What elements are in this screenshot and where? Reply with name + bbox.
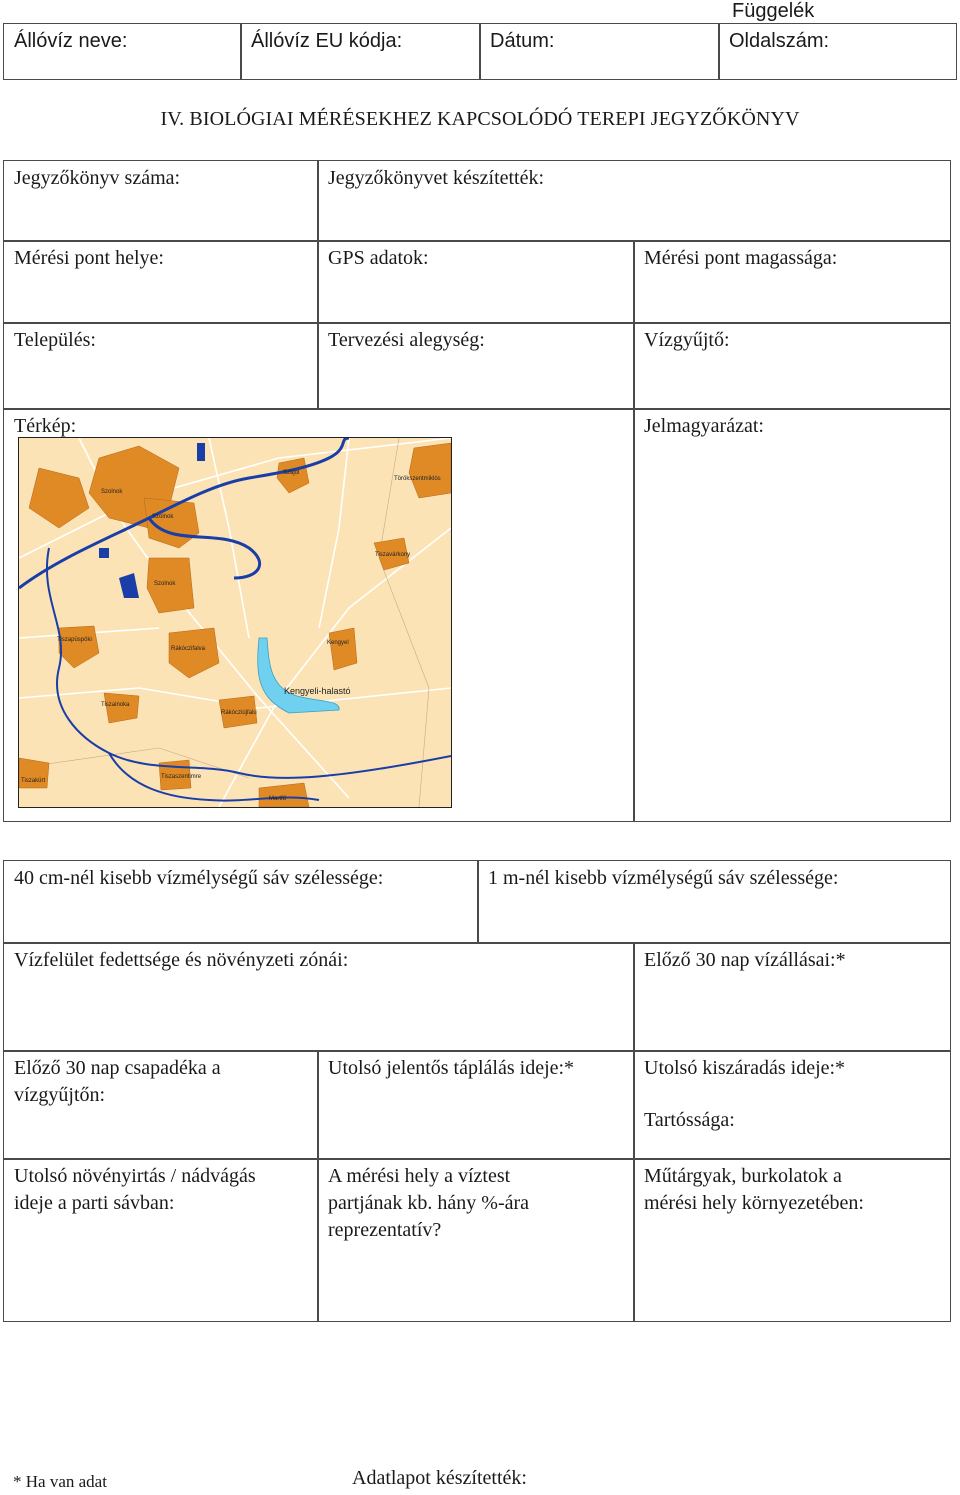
representativeness-label-line1: A mérési hely a víztest [328,1165,511,1187]
eu-code-field[interactable] [240,23,481,80]
place-szolnok-2: Szolnok [152,514,174,520]
place-tiszavarkony: Tiszavárkony [375,552,411,558]
place-szolnok-3: Szolnok [154,581,176,587]
appendix-label: Függelék [732,0,815,22]
settlement-field[interactable] [3,322,319,410]
last-supply-field[interactable] [317,1050,635,1160]
gps-label: GPS adatok: [328,247,429,269]
last-drying-field[interactable] [633,1050,951,1160]
place-kengyel: Kengyel [327,640,349,646]
legend-field[interactable] [633,408,951,822]
map-label: Térkép: [14,415,77,437]
place-rakoczifalva: Rákóczifalva [171,646,206,652]
planning-unit-field[interactable] [317,322,635,410]
sheet-prepared-by-label: Adatlapot készítették: [352,1467,527,1489]
footnote-if-data: * Ha van adat [13,1472,107,1491]
place-martfu: Martfű [269,796,287,802]
site-altitude-field[interactable] [633,240,951,324]
mowing-field[interactable] [3,1158,319,1322]
water-name-field[interactable] [3,23,242,80]
structures-label-line2: mérési hely környezetében: [644,1192,864,1214]
representativeness-field[interactable] [317,1158,635,1322]
place-szolnok-1: Szolnok [101,489,123,495]
date-label: Dátum: [490,30,555,52]
eu-code-label: Állóvíz EU kódja: [251,30,403,52]
legend-label: Jelmagyarázat: [644,415,764,437]
prepared-by-field[interactable] [317,160,951,242]
page-number-field[interactable] [718,23,957,80]
precipitation-field[interactable] [3,1050,319,1160]
date-field[interactable] [479,23,720,80]
mowing-label-line1: Utolsó növényirtás / nádvágás [14,1165,256,1187]
site-altitude-label: Mérési pont magassága: [644,247,838,269]
place-kengyeli-halasto: Kengyeli-halastó [284,686,351,696]
place-rakocziujfalu: Rákócziújfalu [221,710,257,716]
coverage-zones-label: Vízfelület fedettsége és növényzeti zónái: [14,949,349,971]
structures-label-line1: Műtárgyak, burkolatok a [644,1165,842,1187]
water-levels-field[interactable] [633,942,951,1052]
place-torokszentmiklos: Törökszentmiklós [394,476,441,482]
map-graphic [19,438,451,807]
band-1m-field[interactable] [477,860,951,944]
site-map [18,437,452,808]
place-tiszaszentimre: Tiszaszentimre [161,774,202,780]
water-name-label: Állóvíz neve: [14,30,128,52]
settlement-tiszainoka [104,693,139,723]
gps-field[interactable] [317,240,635,324]
mowing-label-line2: ideje a parti sávban: [14,1192,175,1214]
representativeness-label-line3: reprezentatív? [328,1219,442,1241]
planning-unit-label: Tervezési alegység: [328,329,485,351]
page-number-label: Oldalszám: [729,30,830,52]
place-tiszainoka: Tiszainoka [101,702,130,708]
precipitation-label-line2: vízgyűjtőn: [14,1084,106,1106]
structures-field[interactable] [633,1158,951,1322]
site-location-field[interactable] [3,240,319,324]
settlement-label: Település: [14,329,96,351]
record-number-label: Jegyzőkönyv száma: [14,167,181,189]
band-40cm-field[interactable] [3,860,479,944]
record-number-field[interactable] [3,160,319,242]
coverage-zones-field[interactable] [3,942,635,1052]
site-location-label: Mérési pont helye: [14,247,164,269]
representativeness-label-line2: partjának kb. hány %-ára [328,1192,530,1214]
duration-label: Tartóssága: [644,1109,735,1131]
place-tiszakurt: Tiszakürt [21,778,46,784]
catchment-field[interactable] [633,322,951,410]
last-drying-label: Utolsó kiszáradás ideje:* [644,1057,846,1079]
place-tiszapuspoki: Tiszapüspöki [57,637,92,643]
water-levels-label: Előző 30 nap vízállásai:* [644,949,846,971]
settlement-kengyel [329,628,357,670]
precipitation-label-line1: Előző 30 nap csapadéka a [14,1057,221,1079]
form-title: IV. BIOLÓGIAI MÉRÉSEKHEZ KAPCSOLÓDÓ TEREPI JEGYZŐKÖNYV [160,108,800,130]
band-40cm-label: 40 cm-nél kisebb vízmélységű sáv szélessége: [14,867,384,889]
place-szajol: Szajol [283,470,300,476]
catchment-label: Vízgyűjtő: [644,329,730,351]
last-supply-label: Utolsó jelentős táplálás ideje:* [328,1057,575,1079]
prepared-by-label: Jegyzőkönyvet készítették: [328,167,545,189]
band-1m-label: 1 m-nél kisebb vízmélységű sáv szélessége: [488,867,839,889]
